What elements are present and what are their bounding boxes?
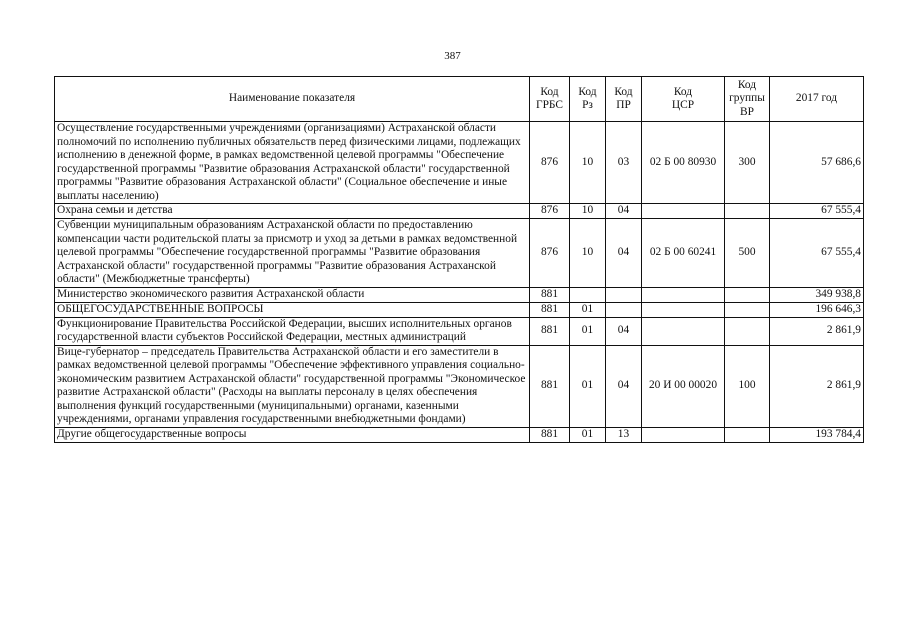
row-vr: 300 xyxy=(725,122,770,204)
row-rz: 01 xyxy=(570,345,606,427)
table-row xyxy=(55,317,864,345)
table-row xyxy=(55,204,864,219)
header-vr: Код группы ВР xyxy=(725,77,770,122)
page-number: 387 xyxy=(444,50,461,62)
row-vr: 100 xyxy=(725,345,770,427)
row-rz: 10 xyxy=(570,204,606,219)
row-amount: 193 784,4 xyxy=(770,427,864,442)
row-grbs: 876 xyxy=(530,219,570,288)
row-name: Другие общегосударственные вопросы xyxy=(55,427,530,442)
row-amount: 2 861,9 xyxy=(770,345,864,427)
row-amount: 196 646,3 xyxy=(770,302,864,317)
row-amount: 67 555,4 xyxy=(770,219,864,288)
row-amount: 349 938,8 xyxy=(770,287,864,302)
table-row xyxy=(55,302,864,317)
row-pr: 04 xyxy=(606,317,642,345)
row-csr xyxy=(642,287,725,302)
row-pr xyxy=(606,302,642,317)
row-amount: 67 555,4 xyxy=(770,204,864,219)
row-vr xyxy=(725,317,770,345)
row-name: Вице-губернатор – председатель Правительства Астраханской области и его заместители в рамках ведомственной целевой программы "Обеспечение эффективного управления социально-экономическим развитием Астраханской области" государственной программы "Экономическое развитие Астраханской области" (Расходы на выплаты персоналу в целях обеспечения выполнения функций государственными (муниципальными) органами, казенными учреждениями, органами управления государственными внебюджетными фондами) xyxy=(55,345,530,427)
row-pr: 04 xyxy=(606,204,642,219)
table-row xyxy=(55,219,864,288)
row-pr xyxy=(606,287,642,302)
table-row xyxy=(55,287,864,302)
row-rz: 01 xyxy=(570,427,606,442)
row-name: Охрана семьи и детства xyxy=(55,204,530,219)
row-grbs: 881 xyxy=(530,427,570,442)
row-name: Субвенции муниципальным образованиям Астраханской области по предоставлению компенсации части родительской платы за присмотр и уход за детьми в рамках ведомственной целевой программы "Обеспечение государственной программы "Развитие образования Астраханской области" государственной программы "Развитие образования Астраханской области" (Межбюджетные трансферты) xyxy=(55,219,530,288)
row-vr xyxy=(725,204,770,219)
row-rz xyxy=(570,287,606,302)
row-vr xyxy=(725,287,770,302)
row-amount: 57 686,6 xyxy=(770,122,864,204)
row-pr: 03 xyxy=(606,122,642,204)
row-name: ОБЩЕГОСУДАРСТВЕННЫЕ ВОПРОСЫ xyxy=(55,302,530,317)
row-pr: 13 xyxy=(606,427,642,442)
row-pr: 04 xyxy=(606,219,642,288)
row-grbs: 881 xyxy=(530,345,570,427)
row-grbs: 876 xyxy=(530,204,570,219)
header-rz: Код Рз xyxy=(570,77,606,122)
header-pr: Код ПР xyxy=(606,77,642,122)
row-vr: 500 xyxy=(725,219,770,288)
row-vr xyxy=(725,427,770,442)
row-name: Осуществление государственными учреждениями (организациями) Астраханской области полномочий по исполнению публичных обязательств перед физическими лицами, подлежащих исполнению в денежной форме, в рамках ведомственной целевой программы "Обеспечение государственной программы "Развитие образования Астраханской области" государственной программы "Развитие образования Астраханской области" (Социальное обеспечение и иные выплаты населению) xyxy=(55,122,530,204)
row-rz: 01 xyxy=(570,302,606,317)
row-csr xyxy=(642,317,725,345)
row-csr xyxy=(642,204,725,219)
table-row xyxy=(55,122,864,204)
row-rz: 10 xyxy=(570,219,606,288)
row-csr: 02 Б 00 60241 xyxy=(642,219,725,288)
budget-table xyxy=(54,76,864,443)
row-csr xyxy=(642,427,725,442)
row-csr xyxy=(642,302,725,317)
row-vr xyxy=(725,302,770,317)
header-grbs: Код ГРБС xyxy=(530,77,570,122)
row-grbs: 881 xyxy=(530,317,570,345)
row-csr: 02 Б 00 80930 xyxy=(642,122,725,204)
table-header-row xyxy=(55,77,864,122)
row-grbs: 881 xyxy=(530,302,570,317)
row-csr: 20 И 00 00020 xyxy=(642,345,725,427)
row-name: Министерство экономического развития Астраханской области xyxy=(55,287,530,302)
header-year: 2017 год xyxy=(770,77,864,122)
row-rz: 10 xyxy=(570,122,606,204)
row-amount: 2 861,9 xyxy=(770,317,864,345)
row-grbs: 881 xyxy=(530,287,570,302)
table-row xyxy=(55,427,864,442)
header-csr: Код ЦСР xyxy=(642,77,725,122)
row-pr: 04 xyxy=(606,345,642,427)
row-name: Функционирование Правительства Российской Федерации, высших исполнительных органов государственной власти субъектов Российской Федерации, местных администраций xyxy=(55,317,530,345)
row-grbs: 876 xyxy=(530,122,570,204)
row-rz: 01 xyxy=(570,317,606,345)
header-name: Наименование показателя xyxy=(55,77,530,122)
table-row xyxy=(55,345,864,427)
